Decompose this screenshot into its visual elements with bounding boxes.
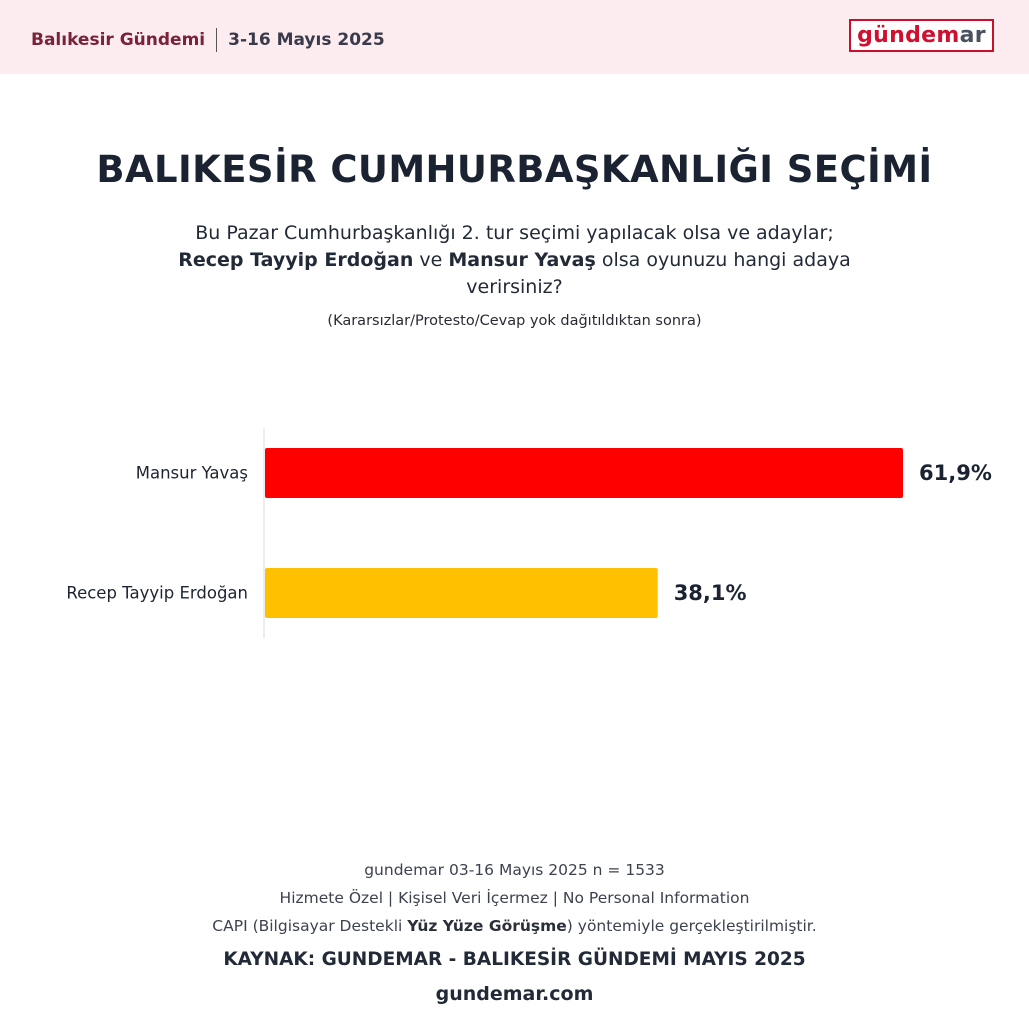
survey-dates: 3-16 Mayıs 2025: [228, 30, 385, 50]
question-candidate1: Recep Tayyip Erdoğan: [178, 249, 414, 271]
bar-chart: [0, 420, 1029, 650]
bar-0: [265, 448, 903, 498]
footer-privacy-info: Hizmete Özel | Kişisel Veri İçermez | No Personal Information: [279, 889, 750, 907]
header-divider: [216, 28, 217, 52]
question-line1: Bu Pazar Cumhurbaşkanlığı 2. tur seçimi yapılacak olsa ve adaylar;: [195, 222, 834, 244]
footer: [0, 856, 1029, 1011]
footer-sample-info: gundemar 03-16 Mayıs 2025 n = 1533: [364, 861, 665, 879]
header-bar: [0, 0, 1029, 74]
value-label-0: 61,9%: [919, 461, 992, 485]
footer-source: KAYNAK: GUNDEMAR - BALIKESİR GÜNDEMİ MAYIS 2025: [223, 949, 806, 970]
value-label-1: 38,1%: [673, 581, 747, 605]
bars-group: [66, 448, 992, 618]
region-title: Balıkesir Gündemi: [31, 30, 206, 50]
footer-website: gundemar.com: [435, 983, 594, 1005]
page-title: BALIKESİR CUMHURBAŞKANLIĞI SEÇİMİ: [96, 148, 933, 191]
question-candidate2: Mansur Yavaş: [448, 249, 596, 271]
question-ending: olsa oyunuzu hangi adaya verirsiniz?: [466, 249, 851, 298]
category-label-1: Recep Tayyip Erdoğan: [66, 583, 248, 603]
methodology-note: (Kararsızlar/Protesto/Cevap yok dağıtıldıktan sonra): [327, 313, 702, 329]
question-connector: ve: [413, 249, 449, 271]
method-text-b: Yüz Yüze Görüşme: [407, 917, 567, 935]
header-left: [31, 28, 385, 52]
bar-1: [265, 568, 658, 618]
survey-question: [130, 220, 899, 301]
gundemar-logo: [849, 19, 994, 52]
method-text-c: ) yöntemiyle gerçekleştirilmiştir.: [566, 917, 817, 935]
category-label-0: Mansur Yavaş: [135, 463, 248, 483]
logo-text-part1: gündem: [857, 23, 960, 48]
footer-method-info: [0, 912, 1029, 940]
logo-text-part2: ar: [959, 23, 986, 48]
method-text-a: CAPI (Bilgisayar Destekli: [212, 917, 408, 935]
